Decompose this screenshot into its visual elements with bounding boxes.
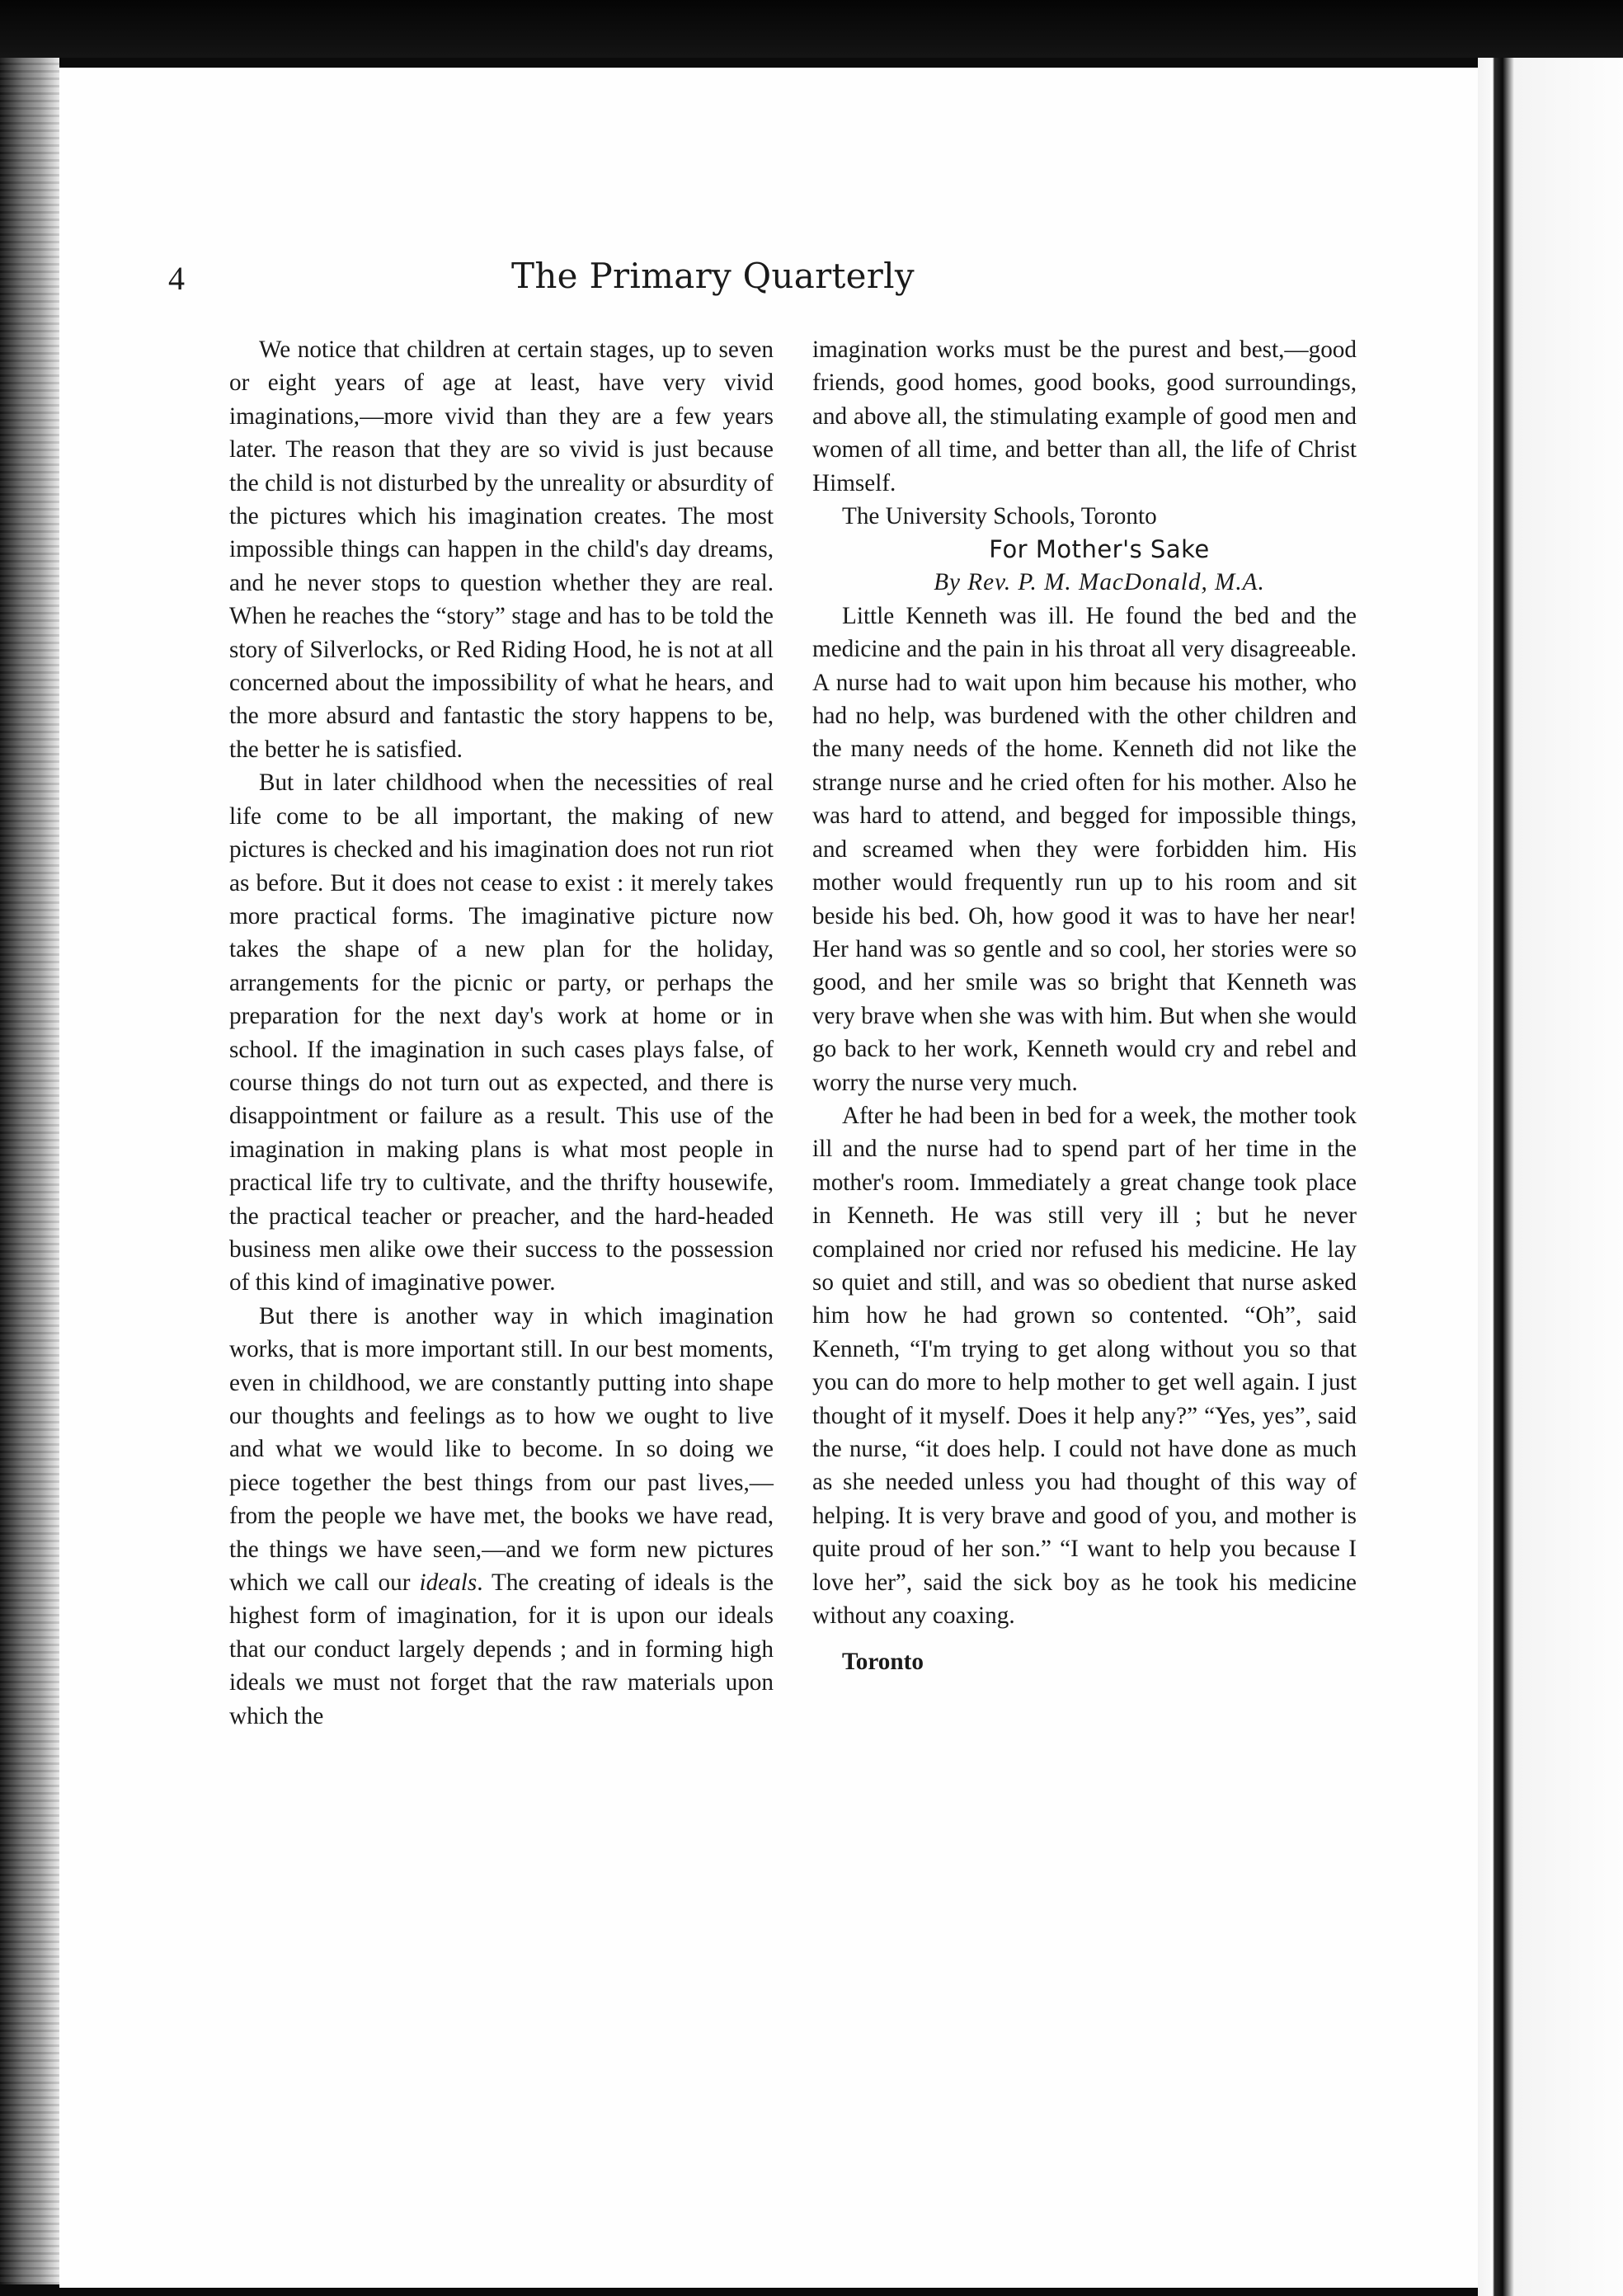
paragraph-text: . The creating of ideals is the highest form of imagination, for it is upon our ideals that our conduct largely depends ; and in forming high ideals we must not forget that the raw materials upon which the — [229, 1569, 774, 1729]
book-spine-edge — [0, 58, 59, 2284]
scan-top-border — [0, 0, 1623, 58]
story-byline: By Rev. P. M. MacDonald, M.A. — [934, 569, 1265, 596]
page-number: 4 — [168, 260, 185, 297]
paragraph-continuation: imagination works must be the purest and best,—good friends, good homes, good books, good surroundings, and above all, the stimulating example of good men and women of all time, and better than all, the life of Christ Himself. — [812, 336, 1357, 496]
paragraph: Little Kenneth was ill. He found the bed and the medicine and the pain in his throat all very disagreeable. A nurse had to wait upon him because his mother, who had no help, was burdened with the other children and the many needs of the home. Kenneth did not like the strange nurse and he cried often for his mother. Also he was hard to attend, and begged for impossible things, and screamed when they were forbidden him. His mother would frequently run up to his room and sit beside his bed. Oh, how good it was to have her near! Her hand was so gentle and so cool, her stories were so good, and her smile was so bright that Kenneth was very brave when she was with him. But when she would go back to her work, Kenneth would cry and rebel and worry the nurse very much. — [812, 602, 1357, 1096]
story-title: For Mother's Sake — [989, 535, 1210, 564]
paragraph-text: But there is another way in which imagination works, that is more important still. In our best moments, even in childhood, we are constantly putting into shape our thoughts and feelings as to how we ought to live and what we would like to become. In so doing we piece together the best things from our past lives,—from the people we have met, the books we have read, the things we have seen,—and we form new pictures which we call our — [229, 1302, 774, 1597]
paragraph: After he had been in bed for a week, the mother took ill and the nurse had to spend part of her time in the mother's room. Immediately a great change took place in Kenneth. He was still very ill ; but he never complained nor cried nor refused his medicine. He lay so quiet and still, and was so obedient that nurse asked him how he had grown so contented. “Oh”, said Kenneth, “I'm trying to get along without you so that you can do more to help mother to get well again. I just thought of it myself. Does it help any?” “Yes, yes”, said the nurse, “it does help. I could not have done as much as she needed unless you had thought of this way of helping. It is very brave and good of you, and mother is quite proud of her son.” “I want to help you because I love her”, said the sick boy as he took his medicine without any coaxing. — [812, 1102, 1357, 1630]
story-signoff: Toronto — [842, 1649, 924, 1676]
paragraph — [229, 1300, 774, 1733]
paragraph: But in later childhood when the necessities of real life come to be all important, the making of new pictures is checked and his imagination does not run riot as before. But it does not cease to exist : it merely takes more practical forms. The imaginative picture now takes the shape of a new plan for the holiday, arrangements for the picnic or party, or perhaps the preparation for the next day's work at home or in school. If the imagination in such cases plays false, of course things do not turn out as expected, and there is disappointment or failure as a result. This use of the imagination in making plans is what most people in practical life try to cultivate, and the thrifty housewife, the practical teacher or preacher, and the hard-headed business men alike owe their success to the possession of this kind of imaginative power. — [229, 769, 774, 1296]
article-signoff: The University Schools, Toronto — [842, 503, 1157, 530]
paragraph: We notice that children at certain stages, up to seven or eight years of age at least, have very vivid imaginations,—more vivid than they are a few years later. The reason that they are so vivid is just because the child is not disturbed by the unreality or absurdity of the pictures which his imagination creates. The most impossible things can happen in the child's day dreams, and he never stops to question whether they are real. When he reaches the “story” stage and has to be told the story of Silverlocks, or Red Riding Hood, he is not at all concerned about the impossibility of what he hears, and the more absurd and fantastic the story happens to be, the better he is satisfied. — [229, 336, 774, 763]
left-column — [229, 333, 774, 1733]
facing-page-edge — [1478, 58, 1623, 2296]
running-title: The Primary Quarterly — [511, 256, 915, 296]
right-column — [812, 333, 1357, 1679]
emphasized-word: ideals — [419, 1569, 477, 1597]
